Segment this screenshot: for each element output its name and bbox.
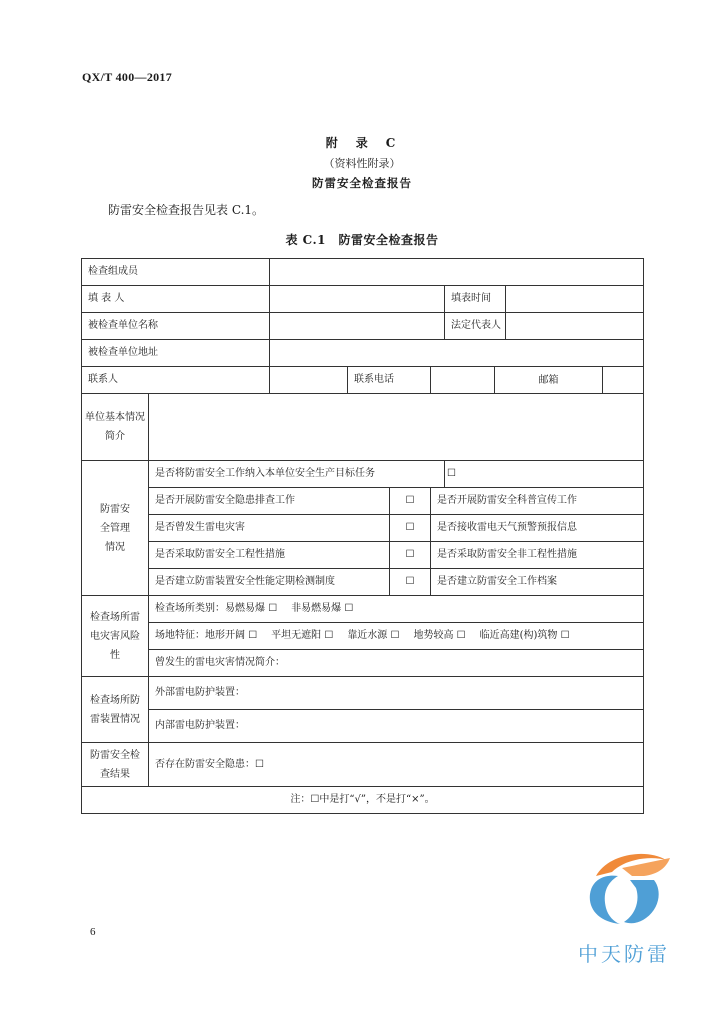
label-filled-by: 填 表 人 bbox=[82, 286, 270, 313]
risk-terrain-1: 地形开阔 bbox=[205, 630, 245, 641]
label-device-section: 检查场所防雷装置情况 bbox=[82, 677, 149, 743]
mgmt-q7: 是否采取防雷安全非工程性措施 bbox=[431, 542, 644, 569]
label-contact-phone: 联系电话 bbox=[348, 367, 431, 394]
appendix-title: 附 录 C bbox=[325, 136, 399, 150]
value-contact[interactable] bbox=[270, 367, 348, 394]
risk-terrain-3-checkbox[interactable]: ☐ bbox=[390, 630, 400, 641]
risk-terrain-4-checkbox[interactable]: ☐ bbox=[456, 630, 466, 641]
table-row bbox=[82, 650, 644, 677]
label-result-section: 防雷安全检查结果 bbox=[82, 743, 149, 787]
zhongtian-logo-icon bbox=[582, 846, 672, 926]
table-row bbox=[82, 743, 644, 787]
table-row bbox=[82, 259, 644, 286]
mgmt-q4: 是否曾发生雷电灾害 bbox=[149, 515, 390, 542]
table-row bbox=[82, 542, 644, 569]
brand-watermark: 中天防雷 bbox=[578, 942, 670, 966]
risk-opt-flammable-checkbox[interactable]: ☐ bbox=[268, 603, 278, 614]
risk-site-type-label: 检查场所类别： bbox=[155, 603, 225, 614]
label-contact: 联系人 bbox=[82, 367, 270, 394]
mgmt-q1-checkbox[interactable]: ☐ bbox=[445, 461, 644, 488]
label-mgmt-section: 防雷安全管理情况 bbox=[82, 461, 149, 596]
table-row bbox=[82, 286, 644, 313]
risk-history[interactable]: 曾发生的雷电灾害情况简介： bbox=[149, 650, 644, 677]
value-legal-rep[interactable] bbox=[506, 313, 644, 340]
page-number: 6 bbox=[90, 926, 96, 938]
mgmt-q2: 是否开展防雷安全隐患排查工作 bbox=[149, 488, 390, 515]
label-unit-basic-info: 单位基本情况简介 bbox=[82, 394, 149, 461]
table-row bbox=[82, 488, 644, 515]
value-inspected-unit-address[interactable] bbox=[270, 340, 644, 367]
mgmt-q2-checkbox[interactable]: ☐ bbox=[390, 488, 431, 515]
risk-opt-flammable: 易燃易爆 bbox=[225, 603, 265, 614]
table-row bbox=[82, 394, 644, 461]
device-external[interactable]: 外部雷电防护装置： bbox=[149, 677, 644, 710]
mgmt-q4-checkbox[interactable]: ☐ bbox=[390, 515, 431, 542]
mgmt-q8: 是否建立防雷装置安全性能定期检测制度 bbox=[149, 569, 390, 596]
inspection-report-table bbox=[81, 258, 644, 814]
risk-terrain-2-checkbox[interactable]: ☐ bbox=[324, 630, 334, 641]
appendix-name: 防雷安全检查报告 bbox=[312, 176, 412, 190]
table-note: 注：☐中是打“√”，不是打“×”。 bbox=[82, 787, 644, 814]
result-hazard-label: 否存在防雷安全隐患： bbox=[155, 758, 255, 770]
risk-opt-nonflammable-checkbox[interactable]: ☐ bbox=[344, 603, 354, 614]
value-unit-basic-info[interactable] bbox=[149, 394, 644, 461]
label-inspected-unit-address: 被检查单位地址 bbox=[82, 340, 270, 367]
mgmt-q8-checkbox[interactable]: ☐ bbox=[390, 569, 431, 596]
label-fill-time: 填表时间 bbox=[445, 286, 506, 313]
mgmt-q6-checkbox[interactable]: ☐ bbox=[390, 542, 431, 569]
standard-number: QX/T 400—2017 bbox=[82, 70, 173, 84]
table-row bbox=[82, 710, 644, 743]
risk-terrain-2: 平坦无遮阳 bbox=[271, 630, 322, 641]
table-row bbox=[82, 677, 644, 710]
table-row bbox=[82, 340, 644, 367]
value-filled-by[interactable] bbox=[270, 286, 445, 313]
table-row bbox=[82, 515, 644, 542]
risk-terrain-1-checkbox[interactable]: ☐ bbox=[248, 630, 258, 641]
risk-terrain-4: 地势较高 bbox=[413, 630, 454, 641]
table-row bbox=[82, 367, 644, 394]
table-caption: 表 C.1 防雷安全检查报告 bbox=[285, 233, 439, 247]
label-postcode: 邮箱 bbox=[495, 367, 603, 394]
value-inspection-team[interactable] bbox=[270, 259, 644, 286]
device-internal[interactable]: 内部雷电防护装置： bbox=[149, 710, 644, 743]
risk-terrain-3: 靠近水源 bbox=[347, 630, 388, 641]
table-row bbox=[82, 461, 644, 488]
label-inspected-unit-name: 被检查单位名称 bbox=[82, 313, 270, 340]
label-legal-rep: 法定代表人 bbox=[445, 313, 506, 340]
value-contact-phone[interactable] bbox=[431, 367, 495, 394]
table-row bbox=[82, 623, 644, 650]
risk-terrain-label: 场地特征： bbox=[155, 630, 205, 641]
table-row bbox=[82, 569, 644, 596]
table-row bbox=[82, 596, 644, 623]
table-row bbox=[82, 787, 644, 814]
intro-text: 防雷安全检查报告见表 C.1。 bbox=[108, 203, 265, 217]
mgmt-q1: 是否将防雷安全工作纳入本单位安全生产目标任务 bbox=[149, 461, 445, 488]
mgmt-q5: 是否接收雷电天气预警预报信息 bbox=[431, 515, 644, 542]
risk-opt-nonflammable: 非易燃易爆 bbox=[291, 603, 342, 614]
value-fill-time[interactable] bbox=[506, 286, 644, 313]
table-row bbox=[82, 313, 644, 340]
value-postcode[interactable] bbox=[603, 367, 644, 394]
risk-site-type bbox=[149, 596, 644, 623]
mgmt-q3: 是否开展防雷安全科普宣传工作 bbox=[431, 488, 644, 515]
label-inspection-team: 检查组成员 bbox=[82, 259, 270, 286]
label-risk-section: 检查场所雷电灾害风险性 bbox=[82, 596, 149, 677]
risk-terrain bbox=[149, 623, 644, 650]
mgmt-q6: 是否采取防雷安全工程性措施 bbox=[149, 542, 390, 569]
result-hazard bbox=[149, 743, 644, 787]
appendix-subtitle: （资料性附录） bbox=[323, 157, 401, 170]
result-hazard-checkbox[interactable]: ☐ bbox=[255, 758, 264, 770]
value-inspected-unit-name[interactable] bbox=[270, 313, 445, 340]
risk-terrain-5: 临近高建(构)筑物 bbox=[479, 630, 558, 641]
mgmt-q9: 是否建立防雷安全工作档案 bbox=[431, 569, 644, 596]
risk-terrain-5-checkbox[interactable]: ☐ bbox=[560, 630, 570, 641]
